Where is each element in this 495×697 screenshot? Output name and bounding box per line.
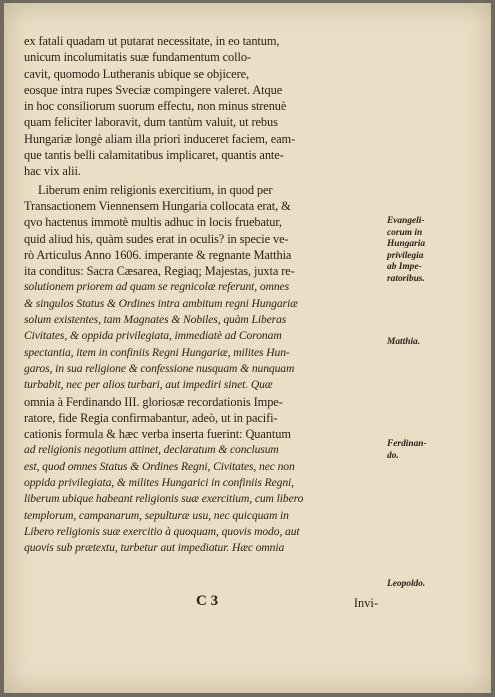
text-line: spectantia, item in confiniis Regni Hungariæ, milites Hun- <box>24 345 290 359</box>
margin-note-ferdinando <box>387 439 455 462</box>
text-line: templorum, campanarum, sepulturæ usu, nec quicquam in <box>24 508 289 522</box>
text-line: Hungariæ longè aliam illa priori induceret faciem, eam- <box>24 131 296 146</box>
catchword: Invi- <box>353 596 378 610</box>
text-line: turbabit, nec per alios turbari, aut impediri sinet. Quæ <box>24 378 273 392</box>
text-line: in hoc consiliorum suorum effectu, non minus strenuè <box>24 99 287 114</box>
signature-mark: C 3 <box>196 593 219 609</box>
text-block <box>24 33 386 557</box>
margin-note-evangelicorum <box>387 216 455 285</box>
opening-lines <box>24 33 386 180</box>
text-line: cationis formula & hæc verba inserta fuerint: Quantum <box>24 427 291 442</box>
text-line: Transactionem Viennensem Hungaria collocata erat, & <box>24 198 291 213</box>
text-line: rò Articulus Anno 1606. imperante & regnante Matthia <box>24 247 292 262</box>
text-line: Libero religionis suæ exercitio à quoquam, quovis modo, aut <box>24 524 300 538</box>
margin-note-text: Leopoldo. <box>387 579 426 589</box>
text-line: eosque intra rupes Sveciæ compingere valeret. Atque <box>24 82 283 97</box>
text-line: ad religionis negotium attinet, declaratum & conclusum <box>24 443 279 457</box>
text-line: Liberum enim religionis exercitium, in quod per <box>38 182 273 197</box>
text-line: Civitates, & oppida privilegiata, immediatè ad Coronam <box>24 329 282 343</box>
text-line: est, quod omnes Status & Ordines Regni, Civitates, nec non <box>24 459 295 473</box>
text-line: que tantis belli calamitatibus implicaret, quantis ante- <box>24 148 284 163</box>
text-line: solutionem priorem ad quam se regnicolæ referunt, omnes <box>24 280 289 294</box>
book-page <box>4 3 491 693</box>
paragraph-liberum <box>24 182 386 557</box>
text-line: unicum incolumitatis suæ fundamentum collo- <box>24 50 251 65</box>
margin-note-leopoldo <box>387 579 455 591</box>
margin-note-text: Matthia. <box>387 337 421 347</box>
text-line: quam feliciter laboravit, dum tantùm valuit, ut rebus <box>24 115 278 130</box>
text-line: garos, in sua religione & confessione nusquam & nunquam <box>24 361 295 375</box>
text-line: cavit, quomodo Lutheranis ubique se objicere, <box>24 66 250 81</box>
margin-note-text: Evangeli- corum in Hungaria privilegia ab Impe- ratoribus. <box>387 216 426 284</box>
text-line: ratore, fide Regia confirmabantur, adeò, ut in pacifi- <box>24 410 278 425</box>
text-line: ex fatali quadam ut putarat necessitate, in eo tantum, <box>24 34 280 48</box>
text-line: omnia à Ferdinando III. gloriosæ recordationis Impe- <box>24 394 283 409</box>
margin-note-matthia <box>387 337 455 349</box>
text-line: hac vix alii. <box>24 164 81 179</box>
text-line: quid aliud his, quàm sudes erat in oculis? in specie ve- <box>24 231 289 246</box>
text-line: oppida privilegiata, & milites Hungarici in confiniis Regni, <box>24 476 294 490</box>
text-line: solum existentes, tam Magnates & Nobiles, quàm Liberas <box>24 313 287 327</box>
text-line: ita conditus: Sacra Cæsarea, Regiaq; Majestas, juxta re- <box>24 264 295 279</box>
text-line: liberum ubique habeant religionis suæ exercitium, cum libero <box>24 492 304 506</box>
text-line: qvo hactenus immotè multis adhuc in locis fruebatur, <box>24 215 282 230</box>
page-footer <box>24 593 386 611</box>
text-line: quovis sub prætextu, turbetur aut impediatur. Hæc omnia <box>24 541 285 555</box>
text-line: & singulos Status & Ordines intra ambitum regni Hungariæ <box>24 296 298 310</box>
margin-note-text: Ferdinan- do. <box>387 439 427 461</box>
